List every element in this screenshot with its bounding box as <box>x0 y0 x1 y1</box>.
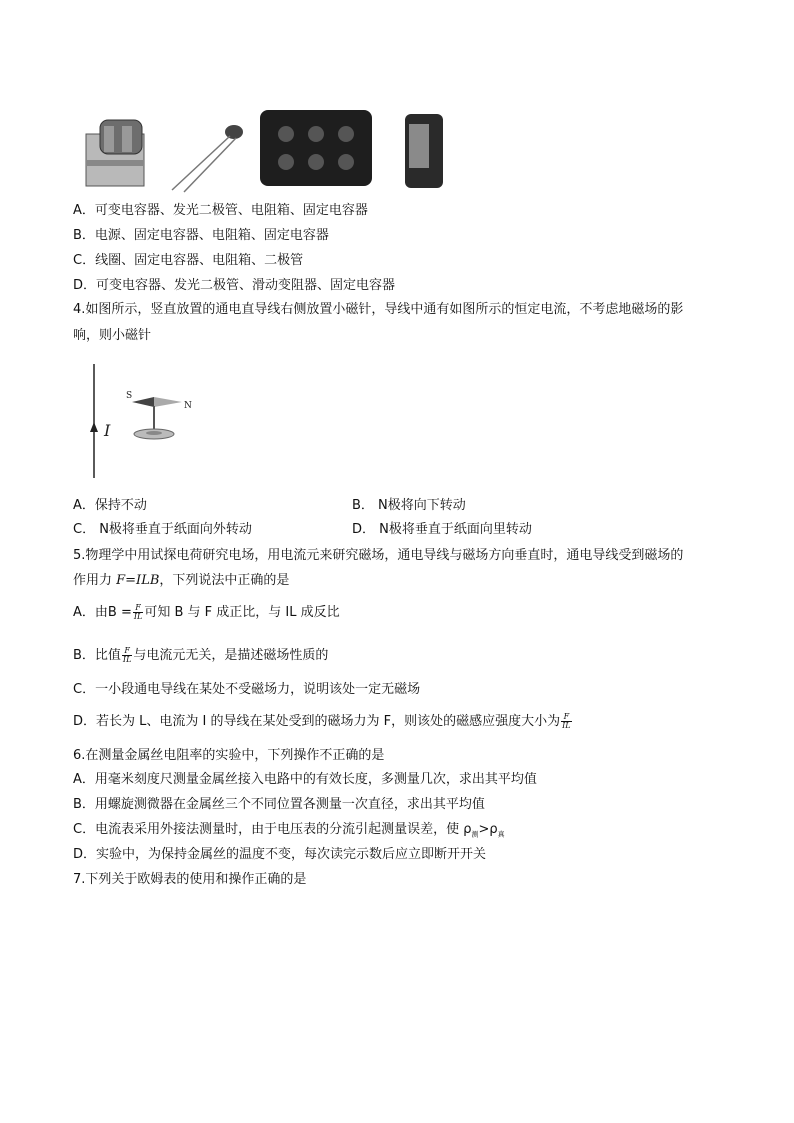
q3-option-d: D．可变电容器、发光二极管、滑动变阻器、固定电容器 <box>73 278 396 293</box>
south-pole-label: S <box>126 391 133 401</box>
q6-option-b: B．用螺旋测微器在金属丝三个不同位置各测量一次直径，求出其平均值 <box>73 797 485 812</box>
q4-option-d: D． N极将垂直于纸面向里转动 <box>352 522 532 537</box>
q5-formula: F=ILB <box>116 573 160 588</box>
q6-stem: 6.在测量金属丝电阻率的实验中，下列操作不正确的是 <box>73 748 385 763</box>
q5-option-c: C．一小段通电导线在某处不受磁场力，说明该处一定无磁场 <box>73 682 421 697</box>
q5-option-d: D．若长为 L、电流为 I 的导线在某处受到的磁场力为 F，则该处的磁感应强度大小为 $\frac{F}{IL}$ <box>73 712 571 730</box>
q6-option-d: D．实验中，为保持金属丝的温度不变，每次读完示数后应立即断开开关 <box>73 847 487 862</box>
q4-stem-line2: 响，则小磁针 <box>73 328 152 343</box>
current-label: I <box>104 421 111 440</box>
q3-option-b: B．电源、固定电容器、电阻箱、固定电容器 <box>73 228 329 243</box>
fraction-f-over-il: $\frac{F}{IL}$ <box>133 603 143 621</box>
q4-wire-compass-figure <box>84 362 194 480</box>
electrolytic-capacitor-image <box>405 114 443 188</box>
q6-option-a: A．用毫米刻度尺测量金属丝接入电路中的有效长度，多测量几次，求出其平均值 <box>73 772 537 787</box>
compass-needle-icon <box>132 397 182 439</box>
q4-stem-line1: 4.如图所示，竖直放置的通电直导线右侧放置小磁针，导线中通有如图所示的恒定电流，不考虑地磁场的影 <box>73 302 684 317</box>
q5-stem-line1: 5.物理学中用试探电荷研究电场，用电流元来研究磁场，通电导线与磁场方向垂直时，通电导线受到磁场的 <box>73 548 684 563</box>
q7-stem: 7.下列关于欧姆表的使用和操作正确的是 <box>73 872 307 887</box>
resistance-box-image <box>260 110 372 186</box>
variable-capacitor-image <box>86 120 144 186</box>
current-arrow-icon <box>90 422 98 432</box>
north-pole-label: N <box>184 401 192 411</box>
q4-option-c: C． N极将垂直于纸面向外转动 <box>73 522 252 537</box>
q5-option-b: B．比值 $\frac{F}{IL}$ 与电流元无关，是描述磁场性质的 <box>73 646 329 664</box>
q3-components-photo <box>80 104 460 194</box>
q5-stem-line2: 作用力 F=ILB，下列说法中正确的是 <box>73 573 290 588</box>
fraction-f-over-il: $\frac{F}{IL}$ <box>562 712 571 730</box>
q4-option-a: A．保持不动 <box>73 498 147 513</box>
q3-option-a: A．可变电容器、发光二极管、电阻箱、固定电容器 <box>73 203 368 218</box>
q5-option-a: A．由B = $\frac{F}{IL}$ 可知 B 与 F 成正比，与 IL 成反比 <box>73 603 340 621</box>
q6-option-c: C．电流表采用外接法测量时，由于电压表的分流引起测量误差，使 $\rho_测>\rho_真$ <box>73 822 505 839</box>
q4-option-b: B． N极将向下转动 <box>352 498 466 513</box>
fraction-f-over-il: $\frac{F}{IL}$ <box>122 646 132 664</box>
led-image <box>172 125 243 192</box>
q3-option-c: C．线圈、固定电容器、电阻箱、二极管 <box>73 253 304 268</box>
